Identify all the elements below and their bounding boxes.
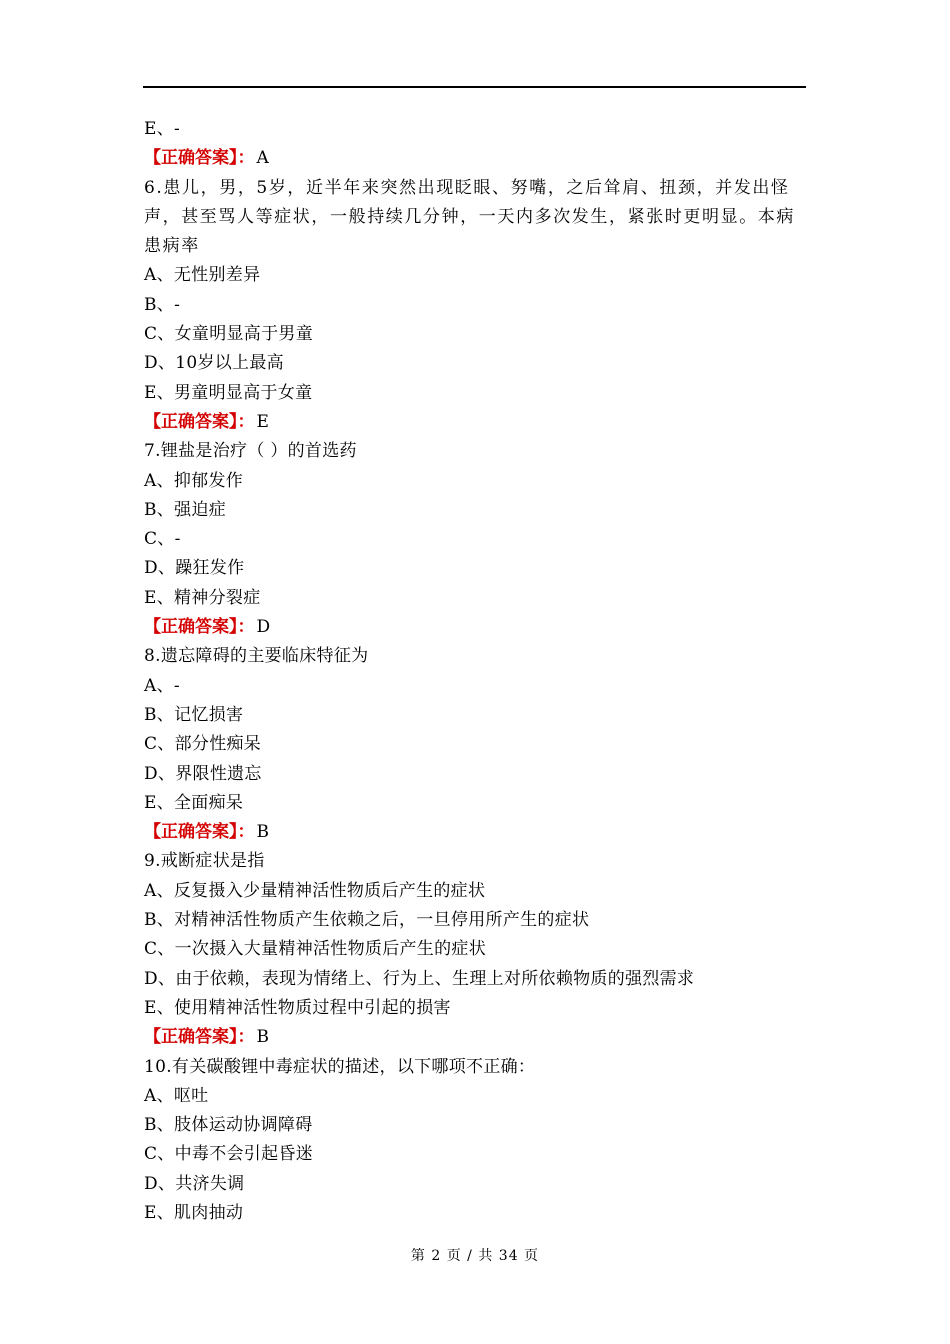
option-d: D、10岁以上最高 xyxy=(144,353,284,374)
answer-value: B xyxy=(256,1027,270,1048)
question-stem: 10.有关碳酸锂中毒症状的描述，以下哪项不正确： xyxy=(144,1056,536,1077)
option-c: C、一次摄入大量精神活性物质后产生的症状 xyxy=(144,939,487,960)
question-stem: 8.遗忘障碍的主要临床特征为 xyxy=(144,646,369,667)
answer-label: 【正确答案】： xyxy=(144,1027,255,1048)
answer-line xyxy=(144,818,806,847)
option-a: A、反复摄入少量精神活性物质后产生的症状 xyxy=(144,880,486,901)
option-b: B、记忆损害 xyxy=(144,704,244,725)
option-a: A、呕吐 xyxy=(144,1085,209,1106)
answer-line xyxy=(144,408,806,437)
question-block xyxy=(144,437,806,642)
option-c: C、- xyxy=(144,529,181,550)
option-c: C、女童明显高于男童 xyxy=(144,324,314,345)
answer-label: 【正确答案】： xyxy=(144,411,255,432)
answer-value: D xyxy=(256,617,271,638)
answer-label: 【正确答案】： xyxy=(144,617,255,638)
option-b: B、- xyxy=(144,294,181,315)
option-e: E、- xyxy=(144,119,181,139)
option-b: B、肢体运动协调障碍 xyxy=(144,1115,313,1136)
answer-line xyxy=(144,1023,806,1052)
option-d: D、由于依赖，表现为情绪上、行为上、生理上对所依赖物质的强烈需求 xyxy=(144,968,695,989)
option-a: A、- xyxy=(144,675,180,696)
option-b: B、强迫症 xyxy=(144,499,226,520)
question-block xyxy=(144,115,806,174)
option-a: A、抑郁发作 xyxy=(144,470,244,491)
question-block xyxy=(144,642,806,847)
option-c: C、中毒不会引起昏迷 xyxy=(144,1144,314,1165)
header-rule xyxy=(143,86,806,88)
question-stem: 6.患儿，男，5岁，近半年来突然出现眨眼、努嘴，之后耸肩、扭颈，并发出怪声，甚至骂人等症状，一般持续几分钟，一天内多次发生，紧张时更明显。本病患病率 xyxy=(144,177,795,257)
answer-value: E xyxy=(256,411,270,432)
question-stem: 7.锂盐是治疗（ ）的首选药 xyxy=(144,441,357,462)
question-block xyxy=(144,1053,806,1229)
option-e: E、精神分裂症 xyxy=(144,587,261,608)
option-b: B、对精神活性物质产生依赖之后，一旦停用所产生的症状 xyxy=(144,910,590,931)
answer-line xyxy=(144,613,806,642)
option-a: A、无性别差异 xyxy=(144,265,261,286)
option-d: D、界限性遗忘 xyxy=(144,763,262,784)
answer-value: B xyxy=(256,822,270,843)
document-body xyxy=(144,115,806,1228)
option-e: E、男童明显高于女童 xyxy=(144,382,313,403)
option-c: C、部分性痴呆 xyxy=(144,734,262,755)
option-d: D、共济失调 xyxy=(144,1173,245,1194)
answer-label: 【正确答案】： xyxy=(144,822,255,843)
question-block xyxy=(144,174,806,438)
question-block xyxy=(144,847,806,1052)
option-e: E、使用精神活性物质过程中引起的损害 xyxy=(144,997,451,1018)
question-stem: 9.戒断症状是指 xyxy=(144,851,265,872)
page-number: 第 2 页 / 共 34 页 xyxy=(410,1248,540,1264)
answer-label: 【正确答案】： xyxy=(144,148,255,169)
answer-line xyxy=(144,144,806,173)
option-e: E、全面痴呆 xyxy=(144,792,244,813)
option-e: E、肌肉抽动 xyxy=(144,1202,244,1223)
answer-value: A xyxy=(256,148,270,169)
option-d: D、躁狂发作 xyxy=(144,558,245,579)
